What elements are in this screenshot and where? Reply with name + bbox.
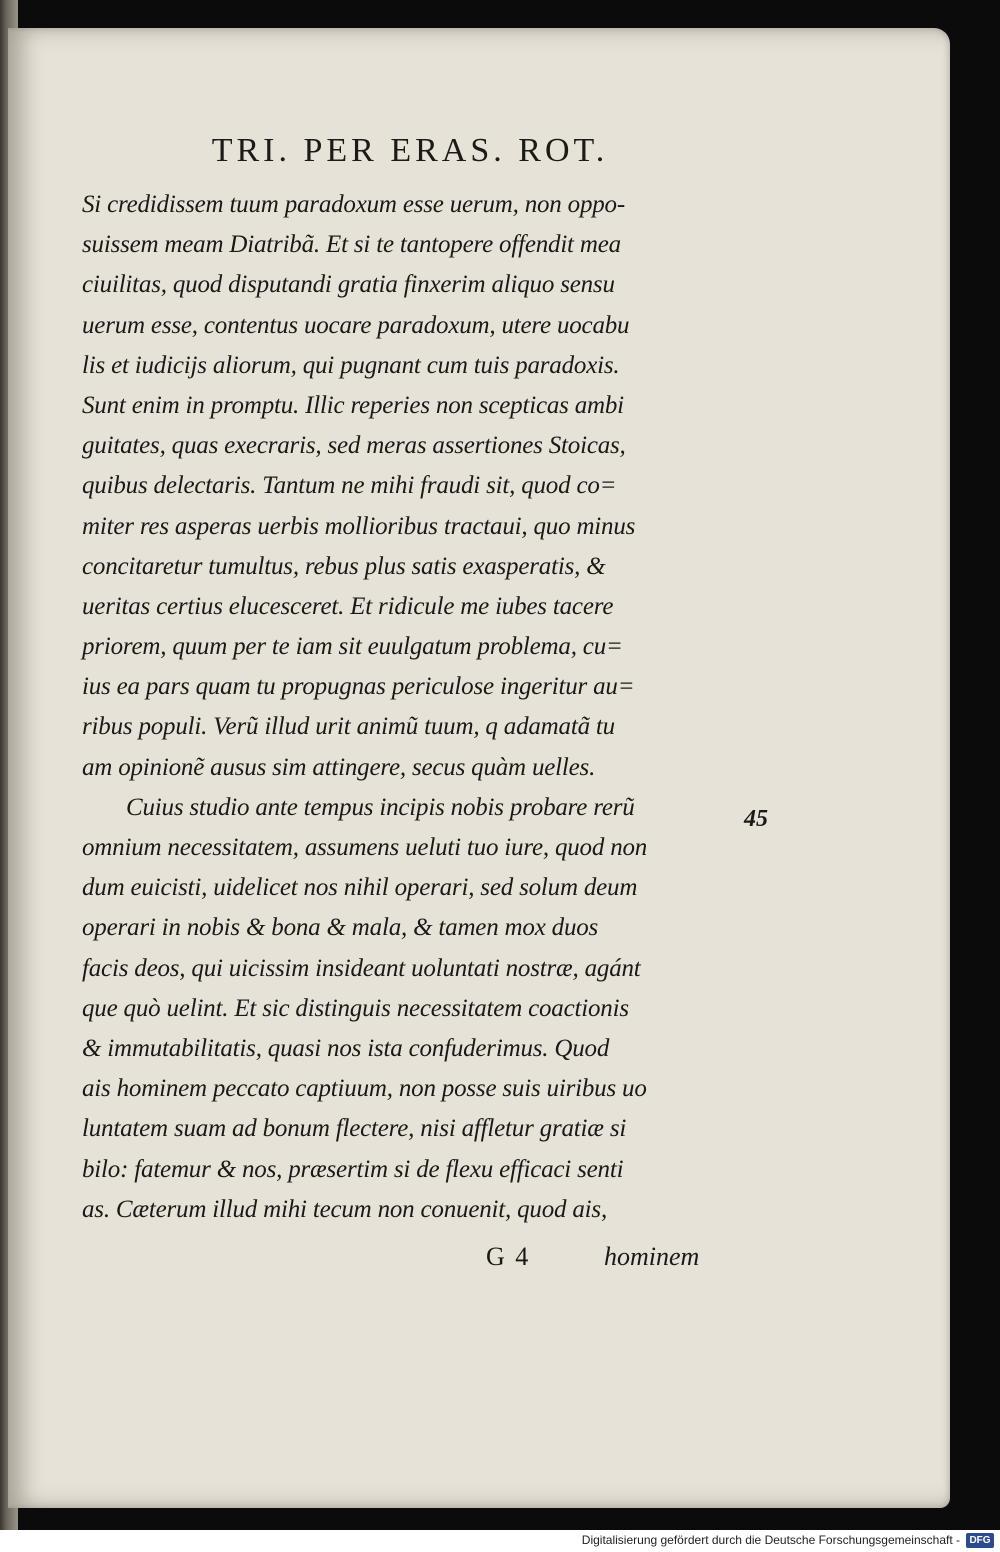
text-line: ribus populi. Verũ illud urit animũ tuum, q adamatã tu xyxy=(82,713,615,741)
text-line: dum euicisti, uidelicet nos nihil operari, sed solum deum xyxy=(82,874,638,902)
text-line: omnium necessitatem, assumens ueluti tuo iure, quod non xyxy=(82,834,648,861)
text-line: quibus delectaris. Tantum ne mihi fraudi sit, quod co= xyxy=(82,472,617,500)
text-line: Si credidissem tuum paradoxum esse uerum, non oppo- xyxy=(82,191,625,218)
text-line: concitaretur tumultus, rebus plus satis exasperatis, & xyxy=(82,552,606,580)
text-line: guitates, quas execraris, sed meras assertiones Stoicas, xyxy=(82,432,626,460)
paragraph-start-line: Cuius studio ante tempus incipis nobis probare rerũ xyxy=(126,793,635,821)
dfg-logo-icon: DFG xyxy=(966,1533,994,1548)
text-line: operari in nobis & bona & mala, & tamen mox duos xyxy=(82,914,599,942)
text-line: uerum esse, contentus uocare paradoxum, utere uocabu xyxy=(82,311,630,339)
text-line: facis deos, qui uicissim insideant uoluntati nostræ, agánt xyxy=(82,954,641,982)
body-text xyxy=(82,185,722,1230)
text-line: as. Cæterum illud mihi tecum non conuenit, quod ais, xyxy=(82,1195,607,1223)
text-line: ius ea pars quam tu propugnas periculose ingeritur au= xyxy=(82,673,635,701)
text-line: miter res asperas uerbis mollioribus tractaui, quo minus xyxy=(82,512,636,540)
digitization-footer xyxy=(0,1530,1000,1552)
text-line: ciuilitas, quod disputandi gratia finxerim aliquo sensu xyxy=(82,271,615,299)
text-line: lis et iudicijs aliorum, qui pugnant cum tuis paradoxis. xyxy=(82,351,620,379)
text-line: suissem meam Diatribã. Et si te tantopere offendit mea xyxy=(82,231,621,259)
folio-number: 45 xyxy=(744,806,768,832)
text-line: bilo: fatemur & nos, præsertim si de flexu efficaci senti xyxy=(82,1155,624,1183)
text-line: am opinionẽ ausus sim attingere, secus quàm uelles. xyxy=(82,753,596,781)
signature-mark: G 4 xyxy=(486,1242,531,1271)
text-line: priorem, quum per te iam sit euulgatum problema, cu= xyxy=(82,633,623,661)
running-head: TRI. PER ERAS. ROT. xyxy=(211,132,609,169)
funding-credit: Digitalisierung gefördert durch die Deutsche Forschungsgemeinschaft - xyxy=(581,1533,960,1547)
text-line: ueritas certius elucesceret. Et ridicule me iubes tacere xyxy=(82,592,614,620)
text-line: & immutabilitatis, quasi nos ista confuderimus. Quod xyxy=(82,1034,610,1062)
text-line: Sunt enim in promptu. Illic reperies non scepticas ambi xyxy=(82,391,624,419)
text-line: ais hominem peccato captiuum, non posse suis uiribus uo xyxy=(82,1075,647,1103)
text-line: luntatem suam ad bonum flectere, nisi affletur gratiæ si xyxy=(82,1115,627,1143)
text-line: que quò uelint. Et sic distinguis necessitatem coactionis xyxy=(82,994,629,1022)
catchword: hominem xyxy=(604,1242,700,1271)
